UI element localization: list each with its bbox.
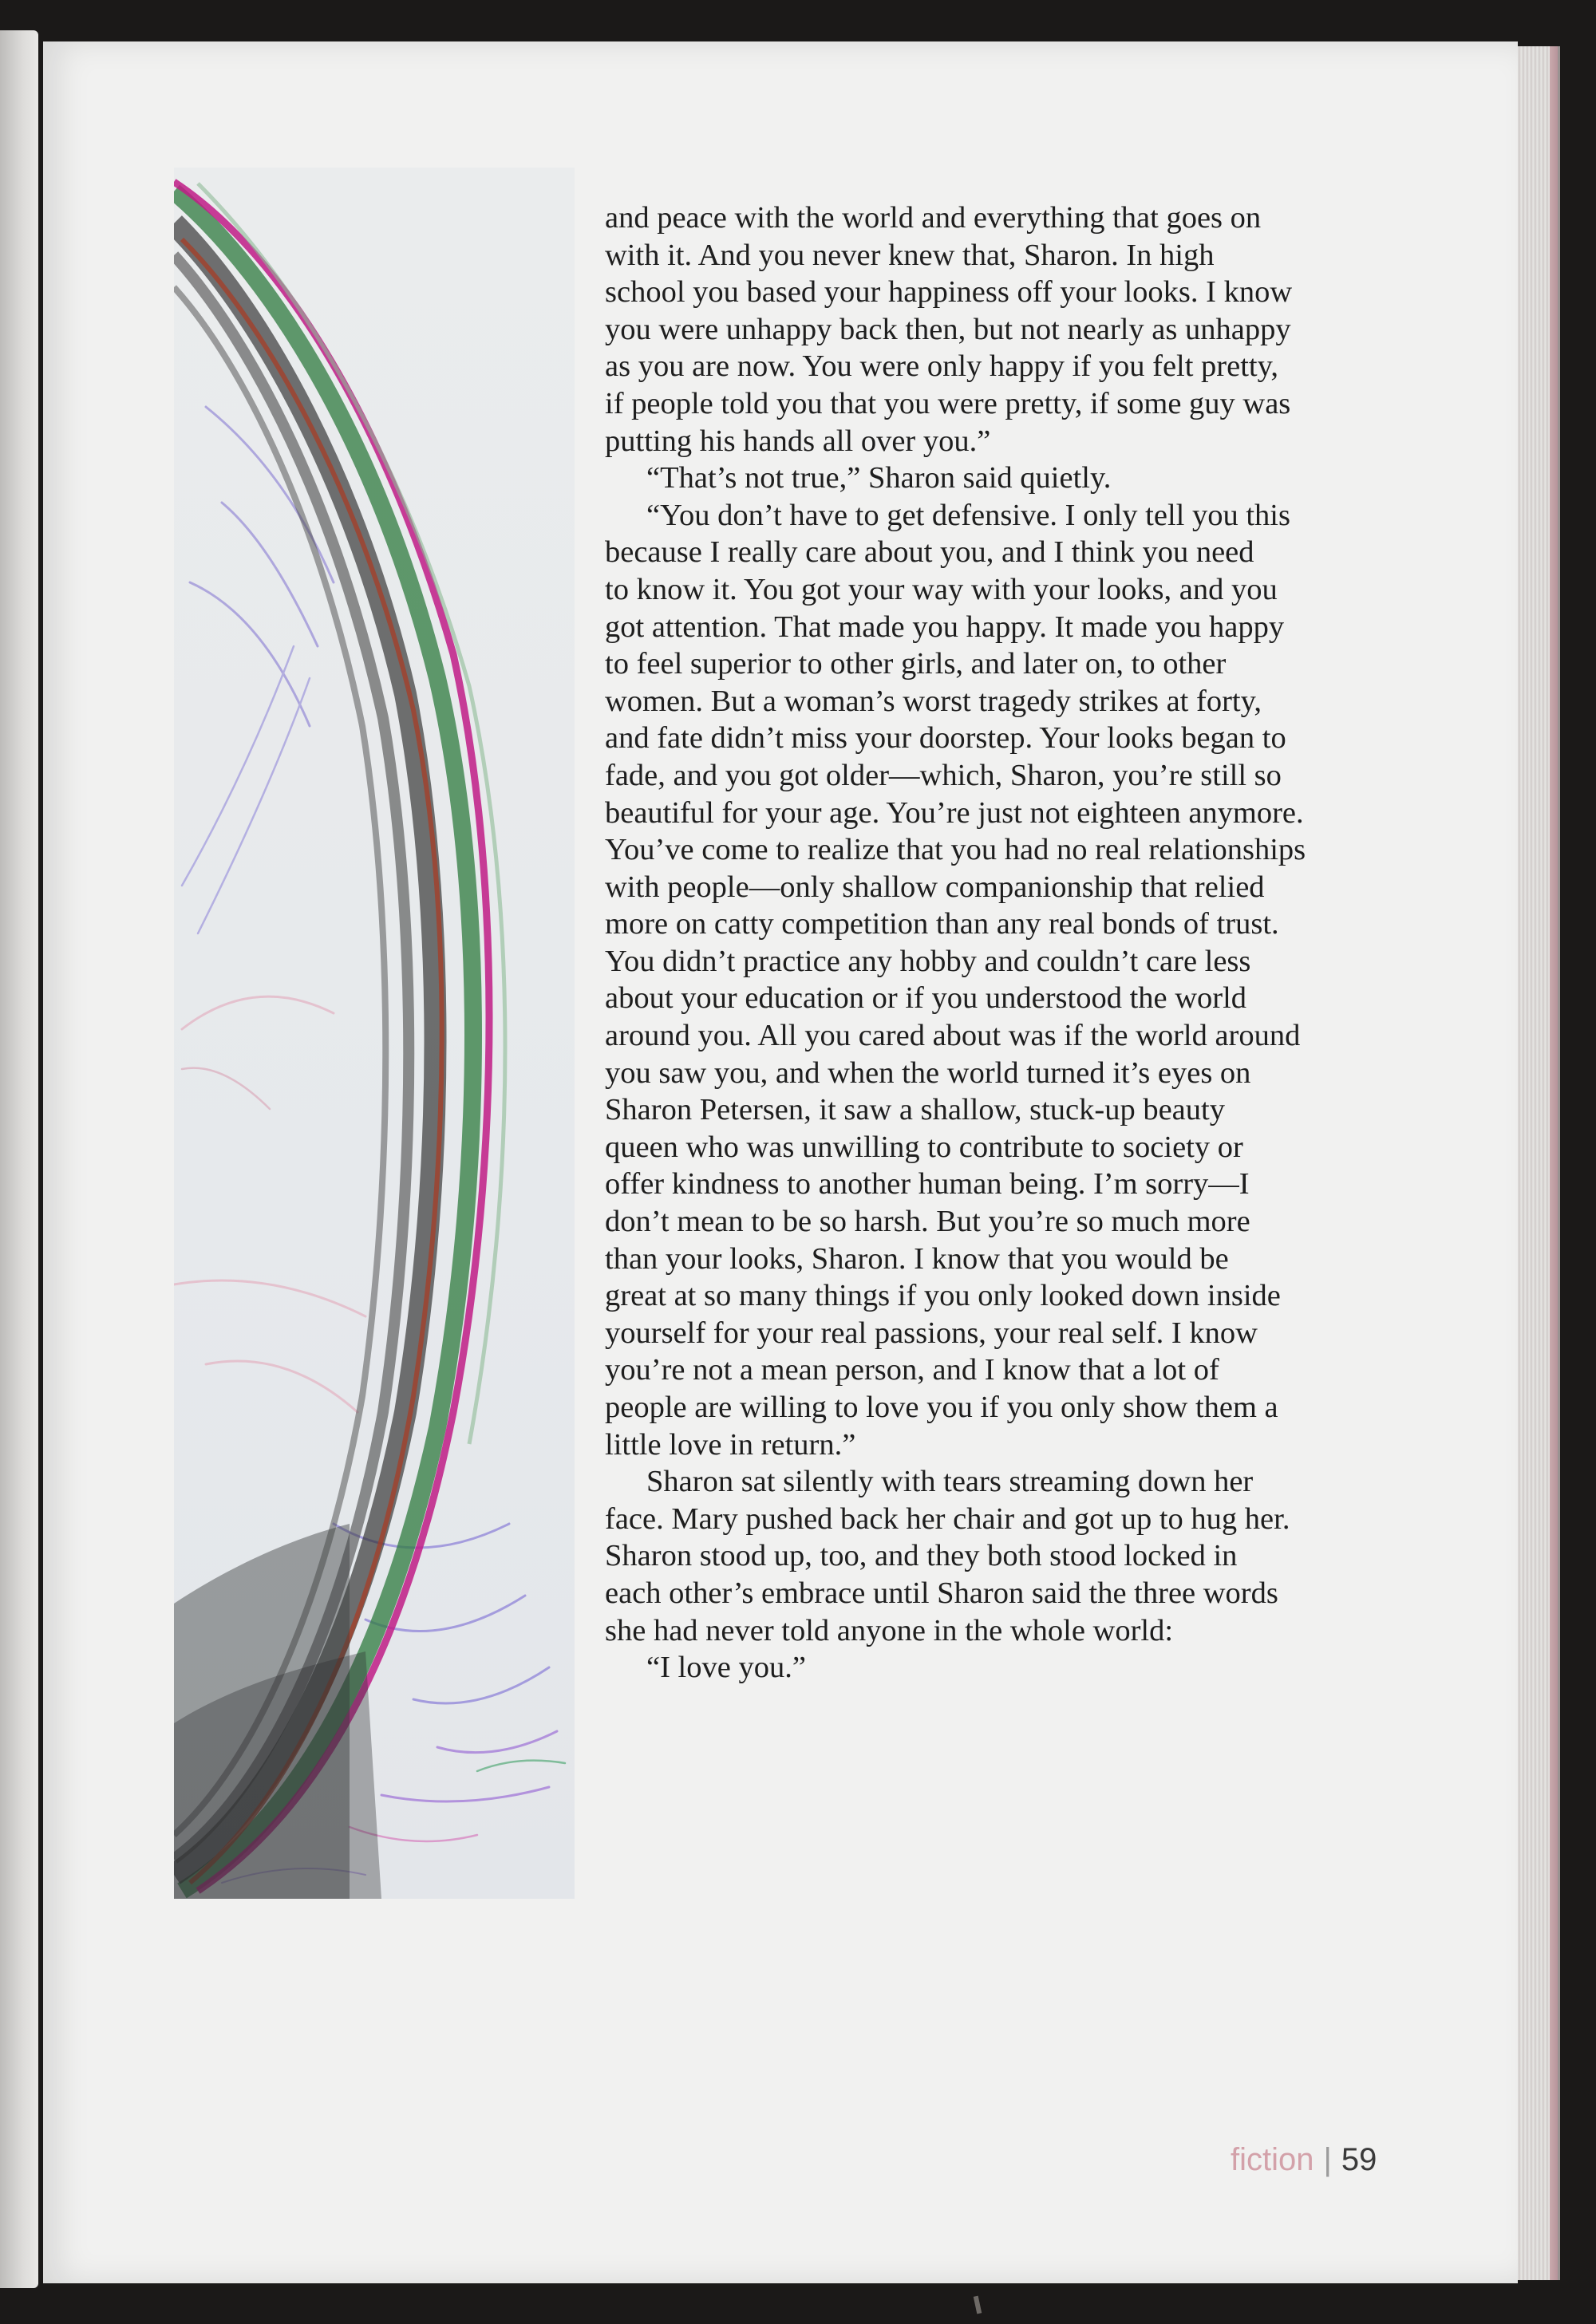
paragraph: Sharon sat silently with tears streaming down her face. Mary pushed back her chair and got up to hug her. Sharon stood up, too, and they both stood locked in each other’s embrace until Sharon said the three words she had never told anyone in the whole world: bbox=[605, 1465, 1290, 1647]
story-text-column bbox=[605, 199, 1371, 1687]
section-name: fiction bbox=[1231, 2142, 1314, 2177]
page-number: 59 bbox=[1341, 2142, 1377, 2177]
facing-page-edge bbox=[0, 30, 38, 2288]
paragraph: and peace with the world and everything that goes on with it. And you never knew that, Sharon. In high school you based your happiness off your looks. I know you were unhappy back then, but not nearly as unhappy as you are now. You were only happy if you felt pretty, if people told you that you were pretty, if some guy was putting his hands all over you.” bbox=[605, 201, 1293, 458]
folio-separator: | bbox=[1323, 2142, 1332, 2177]
bottom-edge-mark bbox=[974, 2296, 982, 2314]
page-folio bbox=[1231, 2142, 1377, 2178]
paragraph: “You don’t have to get defensive. I only tell you this because I really care about you, and I think you need to know it. You got your way with your looks, and you got attention. That made you happy. It made you happy to feel superior to other girls, and later on, to other women. But a woman’s worst tragedy strikes at forty, and fate didn’t miss your doorstep. Your looks began to fade, and you got older—which, Sharon, you’re still so beautiful for your age. You’re just not eighteen anymore. You’ve come to realize that you had no real relationships with people—only shallow companionship that relied more on catty competition than any real bonds of trust. You didn’t practice any hobby and couldn’t care less about your education or if you understood the world around you. All you cared about was if the world around you saw you, and when the world turned it’s eyes on Sharon Petersen, it saw a shallow, stuck-up beauty queen who was unwilling to contribute to society or offer kindness to another human being. I’m sorry—I don’t mean to be so harsh. But you’re so much more than your looks, Sharon. I know that you would be great at so many things if you only looked down inside yourself for your real passions, your real self. I know you’re not a mean person, and I know that a lot of people are willing to love you if you only show them a little love in return.” bbox=[605, 498, 1306, 1462]
crayon-drawing-illustration bbox=[174, 168, 575, 1899]
paragraph: “That’s not true,” Sharon said quietly. bbox=[646, 461, 1112, 495]
paragraph: “I love you.” bbox=[646, 1651, 806, 1685]
crayon-strokes bbox=[174, 168, 575, 1899]
page-stack-edge bbox=[1513, 46, 1560, 2280]
